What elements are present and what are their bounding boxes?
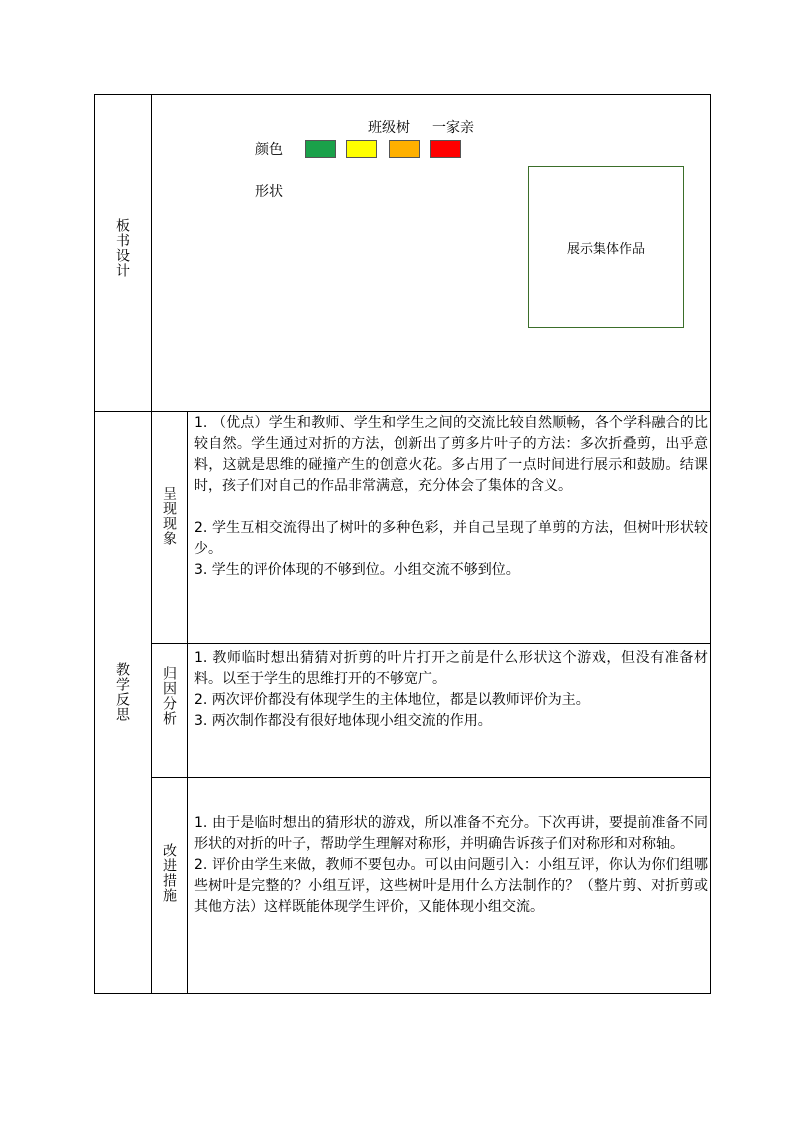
analysis-text: [194, 648, 708, 732]
section-label-phenomenon: 呈现现象: [161, 486, 177, 546]
improvement-paragraph-2: 2. 评价由学生来做，教师不要包办。可以由问题引入：小组互评，你认为你们组哪些树叶是完整的？小组互评，这些树叶是用什么方法制作的？（整片剪、对折剪或其他方法）这样既能体现学生评价，又能体现小组交流。: [194, 857, 708, 915]
color-swatch-yellow: [346, 140, 377, 158]
phenomenon-paragraph-3: 3. 学生的评价体现的不够到位。小组交流不够到位。: [194, 562, 520, 578]
section-label-analysis: 归因分析: [161, 666, 177, 726]
table-left-border: [94, 94, 95, 994]
phenomenon-paragraph-1: 1. （优点）学生和教师、学生和学生之间的交流比较自然顺畅，各个学科融合的比较自然。学生通过对折的方法，创新出了剪多片叶子的方法：多次折叠剪，出乎意料，这就是思维的碰撞产生的创意火花。多占用了一点时间进行展示和鼓励。结课时，孩子们对自己的作品非常满意，充分体会了集体的含义。: [194, 415, 708, 494]
phenomenon-paragraph-2: 2. 学生互相交流得出了树叶的多种色彩，并自己呈现了单剪的方法，但树叶形状较少。: [194, 520, 708, 557]
shape-label: 形状: [255, 184, 283, 200]
improvement-text: [194, 813, 708, 918]
section-label-improvement: 改进措施: [161, 843, 177, 903]
analysis-paragraph-1: 1. 教师临时想出猜猜对折剪的叶片打开之前是什么形状这个游戏，但没有准备材料。以至于学生的思维打开的不够宽广。: [194, 650, 708, 687]
analysis-paragraph-3: 3. 两次制作都没有很好地体现小组交流的作用。: [194, 713, 492, 729]
phenomenon-text: [194, 413, 708, 581]
sublabel-column-divider: [187, 411, 188, 994]
table-right-border: [710, 94, 711, 994]
subrow-divider-1: [151, 643, 711, 644]
board-title-right: 一家亲: [432, 120, 474, 136]
label-column-divider: [151, 94, 152, 994]
table-top-border: [94, 94, 711, 95]
color-label: 颜色: [255, 142, 283, 158]
color-swatch-orange: [389, 140, 420, 158]
subrow-divider-2: [151, 777, 711, 778]
display-box-text: 展示集体作品: [566, 241, 645, 257]
color-swatch-green: [305, 140, 336, 158]
reflection-label: 教学反思: [114, 662, 130, 722]
analysis-paragraph-2: 2. 两次评价都没有体现学生的主体地位，都是以教师评价为主。: [194, 692, 590, 708]
board-design-label: 板书设计: [114, 218, 130, 278]
board-title-left: 班级树: [368, 120, 410, 136]
color-swatch-red: [430, 140, 461, 158]
display-box: [528, 166, 684, 328]
improvement-paragraph-1: 1. 由于是临时想出的猜形状的游戏，所以准备不充分。下次再讲，要提前准备不同形状的对折的叶子，帮助学生理解对称形，并明确告诉孩子们对称形和对称轴。: [194, 815, 708, 852]
